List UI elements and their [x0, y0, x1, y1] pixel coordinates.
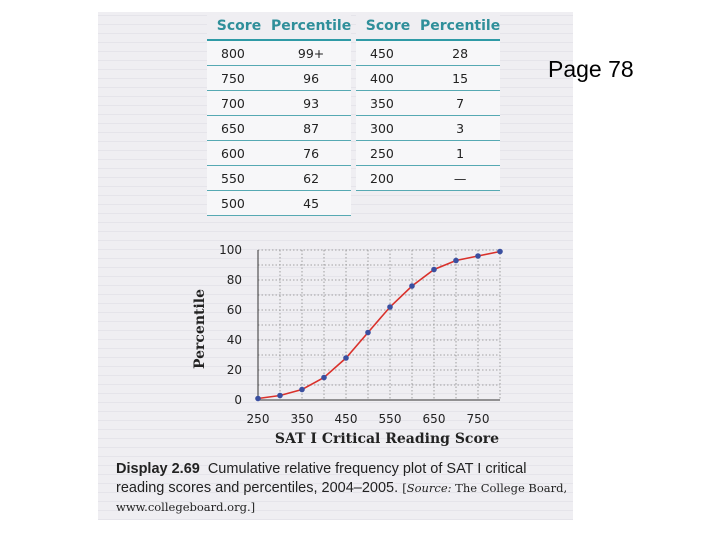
x-tick-label: 550 [378, 412, 402, 426]
score-cell: 750 [207, 66, 271, 91]
score-cell: 800 [207, 40, 271, 66]
x-tick-label: 650 [422, 412, 446, 426]
score-header: Score [207, 13, 271, 40]
x-tick-label: 350 [290, 412, 314, 426]
page-label: Page 78 [548, 56, 634, 82]
score-cell: 550 [207, 166, 271, 191]
source-text: The College Board, www.collegeboard.org.] [116, 481, 568, 514]
percentile-cell: 45 [271, 191, 351, 216]
percentile-cell: 99+ [271, 40, 351, 66]
figure-caption [116, 460, 571, 517]
x-axis-title: SAT I Critical Reading Score [274, 431, 500, 447]
source-bracket: [ [402, 481, 407, 495]
percentile-header: Percentile [271, 13, 351, 40]
data-point [387, 304, 393, 310]
x-tick-label: 250 [246, 412, 270, 426]
data-point [255, 396, 261, 402]
source-label: Source: [406, 481, 452, 495]
data-point [321, 375, 327, 381]
score-cell: 600 [207, 141, 271, 166]
data-point [343, 355, 349, 361]
percentile-cell: 87 [271, 116, 351, 141]
data-point [431, 267, 437, 273]
percentile-cell: 93 [271, 91, 351, 116]
score-cell: 350 [356, 91, 420, 116]
percentile-header: Percentile [420, 13, 500, 40]
caption-text: Cumulative relative frequency plot of SAT I critical reading scores and percentiles, 2004–2005. [116, 461, 527, 496]
percentile-cell: 1 [420, 141, 500, 166]
score-cell: 400 [356, 66, 420, 91]
data-point [409, 283, 415, 289]
percentile-cell: 76 [271, 141, 351, 166]
data-point [365, 330, 371, 336]
y-tick-label: 40 [226, 333, 242, 347]
y-tick-label: 80 [226, 273, 242, 287]
score-cell: 700 [207, 91, 271, 116]
chart-grid [258, 250, 500, 400]
score-cell: 200 [356, 166, 420, 191]
y-tick-label: 60 [226, 303, 242, 317]
score-header: Score [356, 13, 420, 40]
data-point [453, 258, 459, 264]
score-cell: 300 [356, 116, 420, 141]
score-cell: 500 [207, 191, 271, 216]
percentile-cell: 15 [420, 66, 500, 91]
data-point [299, 387, 305, 393]
score-cell: 450 [356, 40, 420, 66]
percentile-cell: 3 [420, 116, 500, 141]
y-tick-label: 100 [219, 243, 242, 257]
caption-number: Display 2.69 [116, 461, 200, 477]
data-point [277, 393, 283, 399]
data-point [497, 249, 503, 255]
score-cell: 250 [356, 141, 420, 166]
percentile-cell: 96 [271, 66, 351, 91]
percentile-cell: 28 [420, 40, 500, 66]
y-axis-title: Percentile [192, 288, 208, 370]
x-tick-label: 450 [334, 412, 358, 426]
x-tick-label: 750 [466, 412, 490, 426]
y-tick-label: 20 [226, 363, 242, 377]
percentile-cell: 7 [420, 91, 500, 116]
score-cell: 650 [207, 116, 271, 141]
data-point [475, 253, 481, 259]
percentile-cell: 62 [271, 166, 351, 191]
percentile-cell: — [420, 166, 500, 191]
y-tick-label: 0 [234, 393, 242, 407]
